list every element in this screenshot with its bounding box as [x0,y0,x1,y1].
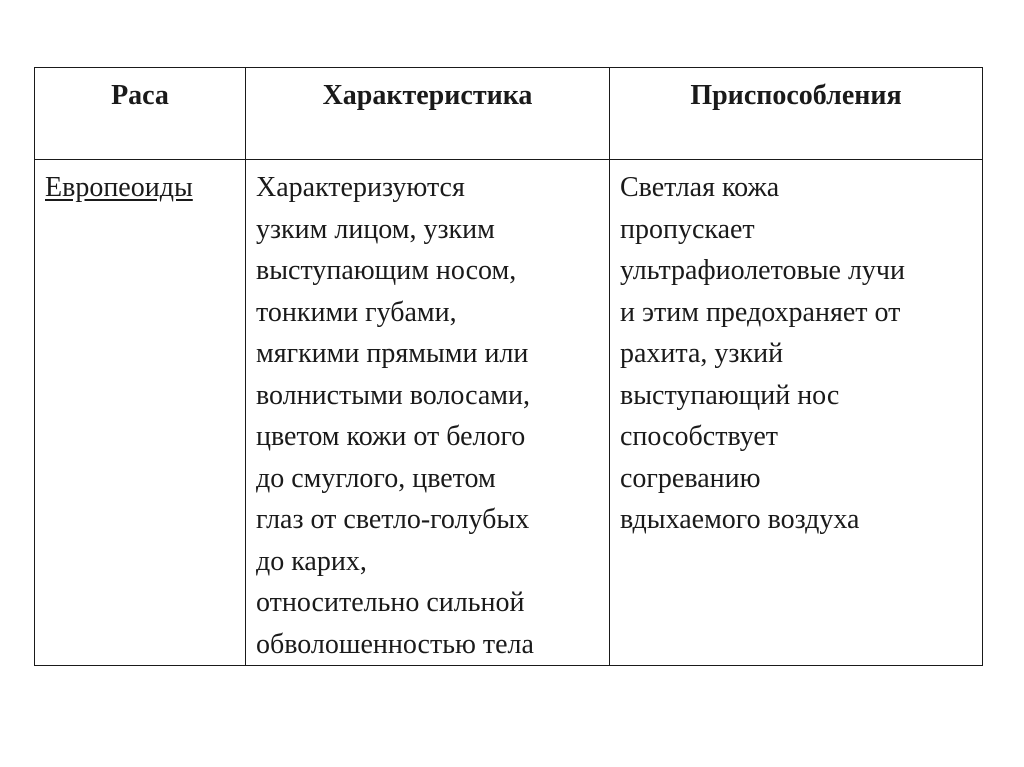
characteristic-line: тонкими губами, [256,296,457,328]
characteristic-line: волнистыми волосами, [256,379,531,411]
adaptation-line: и этим предохраняет от [620,296,901,328]
adaptation-line: согреванию [620,462,761,494]
characteristic-line: обволошенностью тела [256,628,534,660]
adaptation-line: ультрафиолетовые лучи [620,255,905,286]
race-table [34,67,983,666]
header-characteristic: Характеристика [246,68,610,160]
header-race: Раса [35,68,246,160]
cell-race [35,160,246,666]
adaptation-line: пропускает [620,213,755,245]
table-header-row [35,68,983,160]
characteristic-line: Характеризуются [256,172,465,203]
characteristic-line: до смуглого, цветом [256,462,496,494]
race-name-europeoids: Европеоиды [45,172,193,203]
characteristic-line: узким лицом, узким [256,213,495,245]
characteristic-line: выступающим носом, [256,255,517,286]
adaptation-line: вдыхаемого воздуха [620,504,860,535]
adaptation-line: способствует [620,421,779,452]
adaptation-line: Светлая кожа [620,172,780,203]
characteristic-line: относительно сильной [256,587,525,618]
characteristic-line: глаз от светло-голубых [256,504,530,535]
cell-adaptations [610,160,983,666]
characteristic-line: мягкими прямыми или [256,338,529,369]
table-row [35,160,983,666]
characteristic-line: цветом кожи от белого [256,421,526,452]
characteristic-line: до карих, [256,545,367,577]
adaptation-line: выступающий нос [620,379,840,411]
adaptation-line: рахита, узкий [620,338,784,369]
cell-characteristic [246,160,610,666]
header-adaptations: Приспособления [610,68,983,160]
